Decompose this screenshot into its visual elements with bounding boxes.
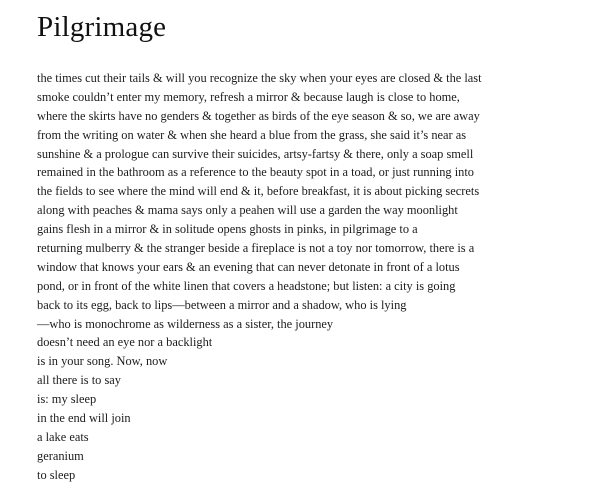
poem-line: all there is to say	[37, 373, 121, 388]
poem-line: in the end will join	[37, 411, 131, 426]
poem-line: smoke couldn’t enter my memory, refresh a mirror & because laugh is close to home,	[37, 89, 460, 104]
poem-line: along with peaches & mama says only a peahen will use a garden the way moonlight	[37, 203, 458, 218]
poem-line: gains flesh in a mirror & in solitude opens ghosts in pinks, in pilgrimage to a	[37, 222, 418, 237]
poem-line: from the writing on water & when she heard a blue from the grass, she said it’s near as	[37, 127, 467, 142]
poem-line: window that knows your ears & an evening that can never detonate in front of a lotus	[37, 259, 460, 274]
poem-line: the fields to see where the mind will end & it, before breakfast, it is about picking secrets	[37, 184, 480, 199]
poem-line: where the skirts have no genders & together as birds of the eye season & so, we are away	[37, 108, 480, 123]
poem-body	[37, 69, 607, 485]
poem-line: pond, or in front of the white linen that covers a headstone; but listen: a city is going	[37, 278, 456, 293]
poem-line: sunshine & a prologue can survive their suicides, artsy-fartsy & there, only a soap smell	[37, 146, 474, 161]
poem-line: to sleep	[37, 467, 76, 482]
poem-line: a lake eats	[37, 429, 89, 444]
poem-line: geranium	[37, 448, 84, 463]
poem-line: doesn’t need an eye nor a backlight	[37, 335, 213, 350]
poem-line: —who is monochrome as wilderness as a sister, the journey	[37, 316, 334, 331]
poem-line: returning mulberry & the stranger beside a fireplace is not a toy nor tomorrow, there is a	[37, 241, 475, 256]
poem-line: remained in the bathroom as a reference to the beauty spot in a toad, or just running into	[37, 165, 474, 180]
poem-line: back to its egg, back to lips—between a mirror and a shadow, who is lying	[37, 297, 407, 312]
poem-title: Pilgrimage	[37, 11, 167, 43]
poem-line: is: my sleep	[37, 392, 97, 407]
poem-line: is in your song. Now, now	[37, 354, 168, 369]
poem-line: the times cut their tails & will you recognize the sky when your eyes are closed & the last	[37, 71, 482, 85]
